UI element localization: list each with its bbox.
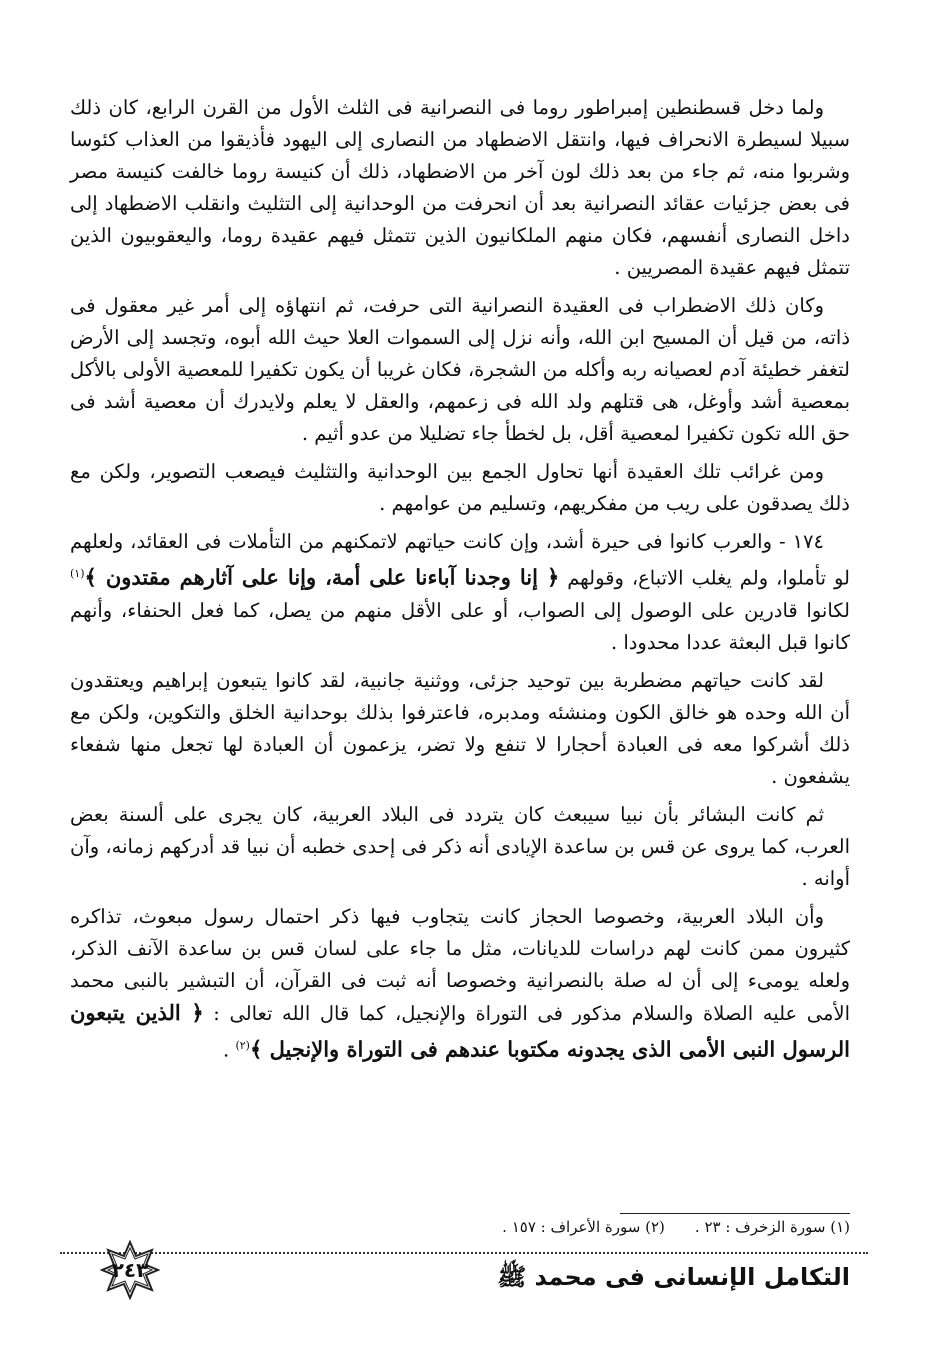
paragraph-trinity-confusion: وكان ذلك الاضطراب فى العقيدة النصرانية التى حرفت، ثم انتهاؤه إلى أمر غير معقول فى ذاته، من قيل أن المسيح ابن الله، وأنه نزل إلى السموات العلا حيث الله أبوه، وتجسد إلى الأرض لتغفر خطيئة آدم لعصيانه ربه وأكله من الشجرة، فكان غريبا أن يكون تكفيرا للمعصية الأولى بالأكل بمعصية أشد وأوغل، هى قتلهم ولد الله فى زعمهم، والعقل لا يعلم ولايدرك أن معصية أشد فى حق الله تكون تكفيرا لمعصية أقل، بل لخطأ جاء تضليلا من عدو أثيم .	[70, 294, 850, 445]
page-number-badge	[100, 1240, 160, 1300]
footnote-mark-1: (١)	[70, 567, 85, 580]
paragraph-hijaz-lead: وأن البلاد العربية، وخصوصا الحجاز كانت يتجاوب فيها ذكر احتمال رسول مبعوث، تذاكره كثيرون ممن كانت لهم دراسات للديانات، مثل ما جاء على لسان قس بن ساعدة الآنف الذكر، ولعله يومىء إلى أن له صلة بالنصرانية وخصوصا أنه ثبت فى القرآن، أن التبشير بالنبى محمد الأمى عليه الصلاة والسلام مذكور فى التوراة والإنجيل، كما قال الله تعالى :	[70, 904, 850, 1025]
footnote-1: (١) سورة الزخرف : ٢٣ .	[694, 1218, 850, 1236]
quran-quote-1: ﴿ إنا وجدنا آباءنا على أمة، وإنا على آثارهم مقتدون ﴾	[84, 564, 560, 590]
footnote-divider	[620, 1213, 850, 1214]
paragraph-hijaz	[70, 901, 850, 1067]
footnote-2: (٢) سورة الأعراف : ١٥٧ .	[502, 1218, 665, 1236]
paragraph-174	[70, 526, 850, 659]
paragraph-174-lead: ١٧٤ - والعرب كانوا فى حيرة أشد، وإن كانت حياتهم لاتمكنهم من التأملات فى العقائد، ولعلهم لو تأملوا، ولم يغلب الاتباع، وقولهم	[70, 530, 850, 590]
paragraph-constantine: ولما دخل قسطنطين إمبراطور روما فى النصرانية فى الثلث الأول من القرن الرابع، كان ذلك سبيلا لسيطرة الانحراف فيها، وانتقل الاضطهاد من النصارى إلى اليهود فأذيقوا من العذاب كئوسا وشربوا منه، ثم جاء من بعد ذلك لون آخر من الاضطهاد، ذلك أن كنيسة روما خالفت كنيسة مصر فى بعض جزئيات عقائد النصرانية بعد أن انحرفت من الوحدانية إلى التثليث وانقلب الاضطهاد إلى داخل النصارى أنفسهم، فكان منهم الملكانيون الذين تتمثل فيهم عقيدة روما، واليعقوبيون الذين تتمثل فيهم عقيدة المصريين .	[70, 96, 850, 279]
paragraph-174-tail: لكانوا قادرين على الوصول إلى الصواب، أو على الأقل منهم من يصل، كما فعل الحنفاء، وأنهم كانوا قبل البعثة عددا محدودا .	[70, 598, 850, 654]
page-body	[70, 92, 850, 1072]
footnote-mark-2: (٢)	[235, 1038, 250, 1052]
paragraph-prophecy: ثم كانت البشائر بأن نبيا سيبعث كان يتردد فى البلاد العربية، كان يجرى على ألسنة بعض العرب، كما يروى عن قس بن ساعدة الإيادى أنه ذكر فى إحدى خطبه أن نبيا قد أدركهم زمانه، وآن أوانه .	[70, 802, 850, 890]
paragraph-trinity-oddities: ومن غرائب تلك العقيدة أنها تحاول الجمع بين الوحدانية والتثليث فيصعب التصوير، ولكن مع ذلك يصدقون على ريب من مفكريهم، وتسليم من عوامهم .	[70, 460, 850, 515]
quran-quote-2: ﴿ الذين يتبعون الرسول النبى الأمى الذى يجدونه مكتوبا عندهم فى التوراة والإنجيل ﴾	[70, 999, 850, 1061]
running-footer-title: التكامل الإنسانى فى محمد ﷺ	[497, 1263, 850, 1291]
footnotes	[502, 1218, 850, 1236]
page-number: ٢٤٣	[111, 1258, 149, 1282]
paragraph-hijaz-tail: .	[223, 1038, 236, 1061]
paragraph-arab-beliefs: لقد كانت حياتهم مضطربة بين توحيد جزئى، ووثنية جانبية، لقد كانوا يتبعون إبراهيم ويعتقدون أن الله وحده هو خالق الكون ومنشئه ومدبره، فاعترفوا بذلك بوحدانية الخلق والتكوين، ولكن مع ذلك أشركوا معه فى العبادة أحجارا لا تنفع ولا تضر، يزعمون أن العبادة لها تجعل منها شفعاء يشفعون .	[70, 668, 850, 788]
footer-divider	[60, 1252, 868, 1254]
